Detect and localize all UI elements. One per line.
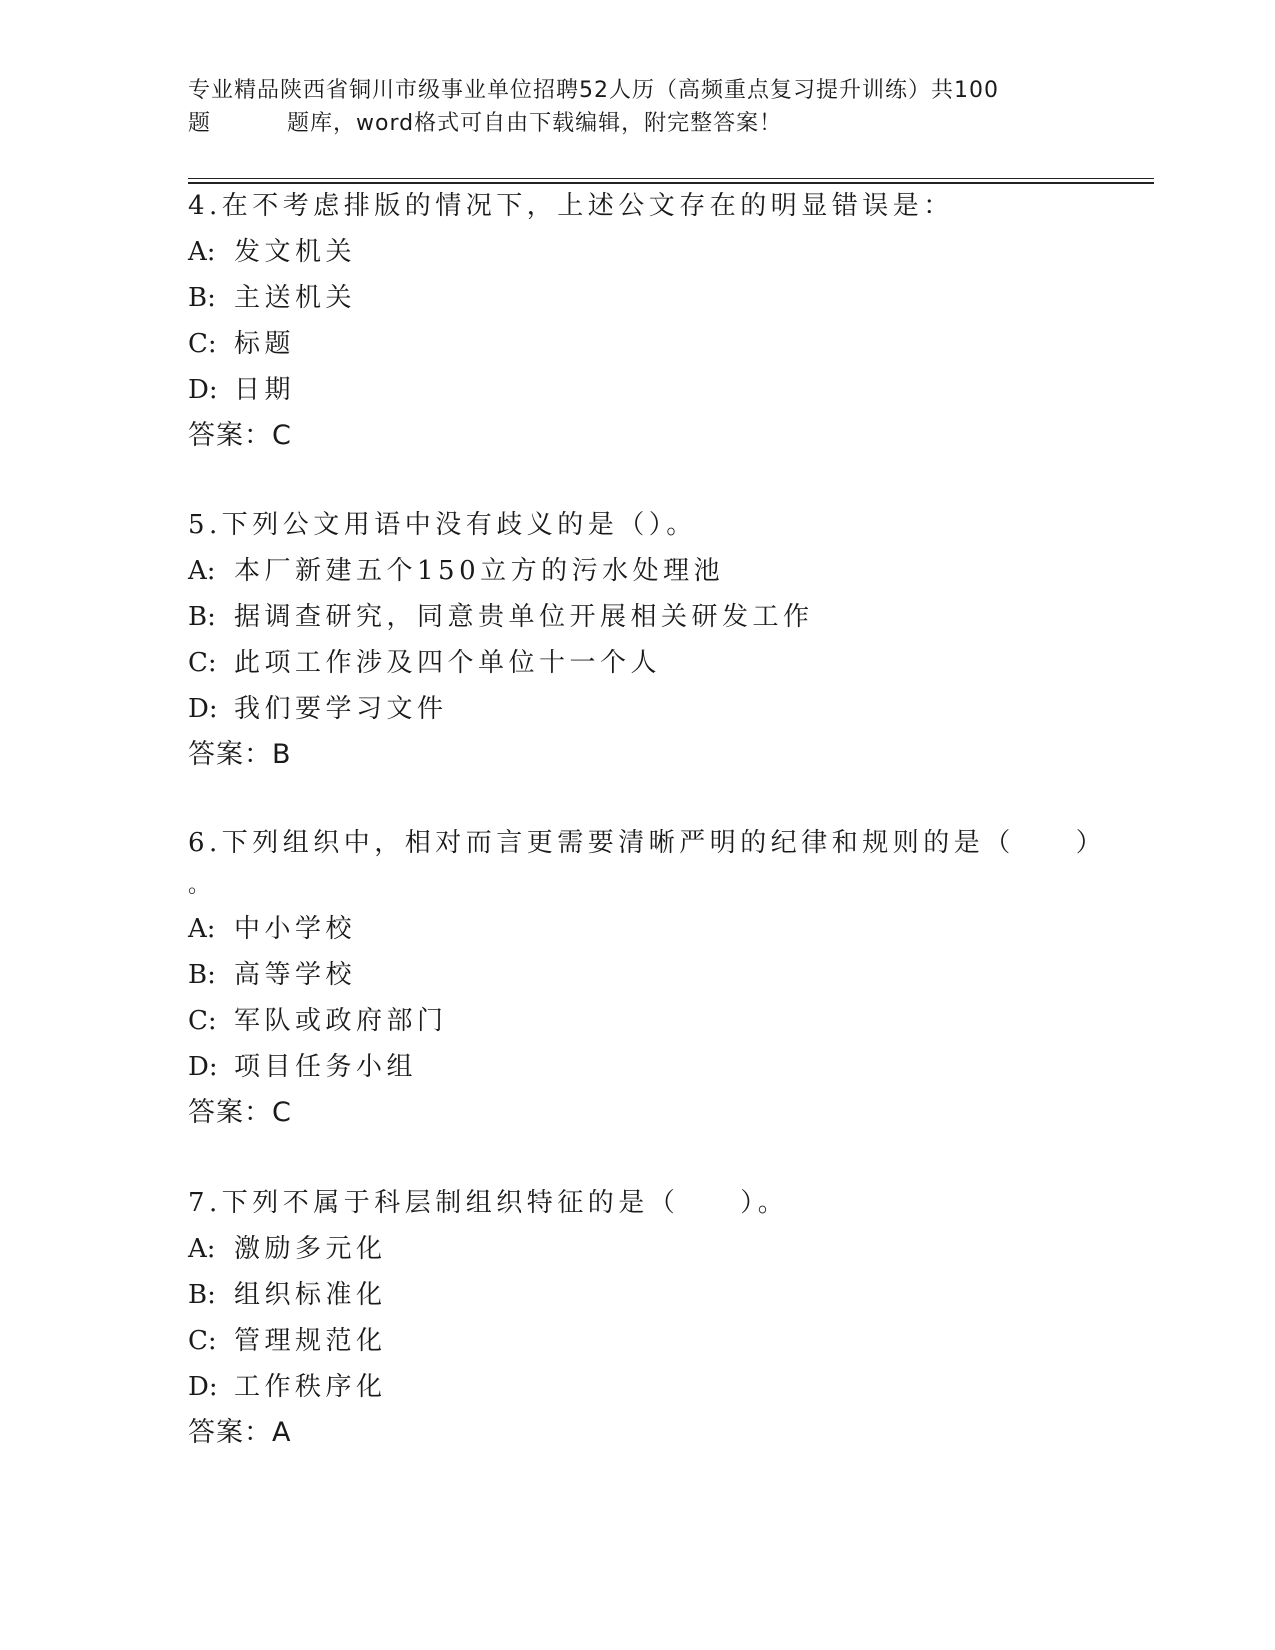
header-rule-thin bbox=[188, 178, 1154, 179]
option-text: 标题 bbox=[234, 329, 296, 359]
question-stem: 5.下列公文用语中没有歧义的是（）。 bbox=[188, 510, 697, 540]
header-line-2-start: 题 bbox=[188, 111, 212, 136]
option-d bbox=[188, 1364, 1188, 1410]
option-key: B: bbox=[188, 283, 216, 313]
option-key: A: bbox=[188, 556, 216, 586]
option-d bbox=[188, 367, 1188, 413]
question-stem: 4.在不考虑排版的情况下，上述公文存在的明显错误是： bbox=[188, 191, 954, 221]
option-key: D: bbox=[188, 1372, 218, 1402]
option-key: A: bbox=[188, 237, 216, 267]
question-stem: 6.下列组织中，相对而言更需要清晰严明的纪律和规则的是（ ） bbox=[188, 828, 1107, 858]
option-a bbox=[188, 229, 1188, 275]
option-text: 此项工作涉及四个单位十一个人 bbox=[234, 648, 662, 678]
option-b bbox=[188, 594, 1188, 640]
option-text: 军队或政府部门 bbox=[234, 1006, 448, 1036]
option-text: 管理规范化 bbox=[234, 1326, 387, 1356]
answer: 答案：B bbox=[188, 739, 292, 770]
option-key: D: bbox=[188, 375, 218, 405]
option-text: 日期 bbox=[234, 375, 296, 405]
option-key: B: bbox=[188, 960, 216, 990]
question-7 bbox=[188, 1180, 1188, 1456]
option-key: D: bbox=[188, 694, 218, 724]
option-key: C: bbox=[188, 648, 217, 678]
option-c bbox=[188, 1318, 1188, 1364]
option-key: D: bbox=[188, 1052, 218, 1082]
option-text: 主送机关 bbox=[234, 283, 357, 313]
option-key: A: bbox=[188, 1234, 216, 1264]
option-c bbox=[188, 998, 1188, 1044]
header-line-1: 专业精品陕西省铜川市级事业单位招聘52人历（高频重点复习提升训练）共100 bbox=[188, 78, 999, 103]
question-4 bbox=[188, 183, 1188, 459]
option-text: 工作秩序化 bbox=[234, 1372, 387, 1402]
answer: 答案：A bbox=[188, 1417, 292, 1448]
option-a bbox=[188, 548, 1188, 594]
option-b bbox=[188, 275, 1188, 321]
option-b bbox=[188, 1272, 1188, 1318]
option-key: B: bbox=[188, 1280, 216, 1310]
option-c bbox=[188, 321, 1188, 367]
option-d bbox=[188, 1044, 1188, 1090]
option-text: 发文机关 bbox=[234, 237, 357, 267]
question-stem-continued: 。 bbox=[188, 873, 215, 898]
header-line-2-rest: 题库，word格式可自由下载编辑，附完整答案！ bbox=[287, 111, 783, 136]
option-key: C: bbox=[188, 1006, 217, 1036]
option-key: C: bbox=[188, 1326, 217, 1356]
document-header bbox=[188, 74, 1088, 140]
option-a bbox=[188, 1226, 1188, 1272]
option-d bbox=[188, 686, 1188, 732]
question-stem: 7.下列不属于科层制组织特征的是（ ）。 bbox=[188, 1188, 789, 1218]
answer: 答案：C bbox=[188, 1097, 292, 1128]
option-key: C: bbox=[188, 329, 217, 359]
option-text: 项目任务小组 bbox=[234, 1052, 418, 1082]
header-line-2 bbox=[188, 107, 1088, 140]
question-5 bbox=[188, 502, 1188, 778]
answer: 答案：C bbox=[188, 420, 292, 451]
option-text: 组织标准化 bbox=[234, 1280, 387, 1310]
option-text: 本厂新建五个150立方的污水处理池 bbox=[234, 556, 725, 586]
question-6 bbox=[188, 820, 1188, 1136]
option-text: 中小学校 bbox=[234, 914, 357, 944]
option-text: 我们要学习文件 bbox=[234, 694, 448, 724]
option-text: 据调查研究，同意贵单位开展相关研发工作 bbox=[234, 602, 814, 632]
option-b bbox=[188, 952, 1188, 998]
option-key: A: bbox=[188, 914, 216, 944]
option-text: 激励多元化 bbox=[234, 1234, 387, 1264]
option-c bbox=[188, 640, 1188, 686]
option-key: B: bbox=[188, 602, 216, 632]
option-text: 高等学校 bbox=[234, 960, 357, 990]
option-a bbox=[188, 906, 1188, 952]
